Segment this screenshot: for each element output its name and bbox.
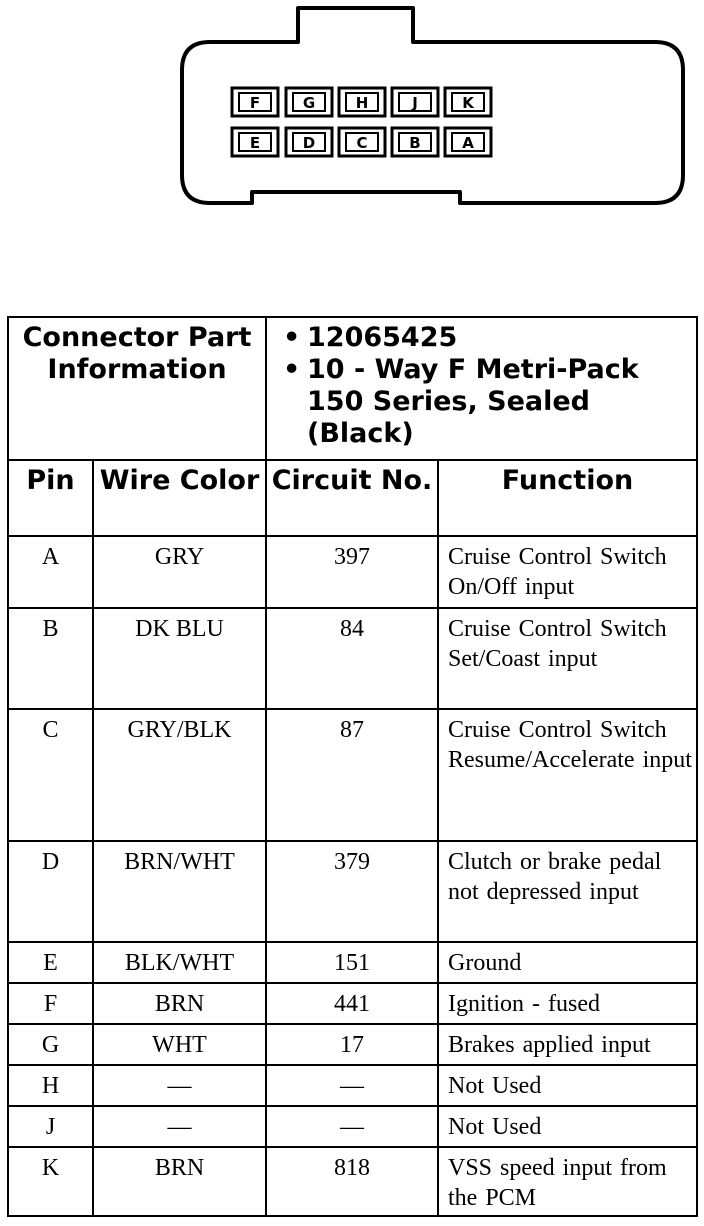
function-cell: Cruise Control Switch On/Off input [438, 536, 697, 608]
pin-cell: E [8, 942, 93, 983]
circuit-cell: 87 [266, 709, 438, 841]
connector-pin-label: G [302, 94, 316, 112]
pin-row-k [8, 1147, 697, 1216]
connector-pin-d [286, 128, 332, 156]
connector-pin-e [232, 128, 278, 156]
part-info-label: Connector Part Information [8, 317, 266, 460]
wire-color-cell: GRY [93, 536, 266, 608]
col-header-function: Function [438, 460, 697, 536]
part-number: • 12065425 [307, 322, 690, 354]
col-header-circuit: Circuit No. [266, 460, 438, 536]
circuit-cell: 397 [266, 536, 438, 608]
wire-color-cell: WHT [93, 1024, 266, 1065]
pin-cell: D [8, 841, 93, 942]
wire-color-cell: DK BLU [93, 608, 266, 709]
connector-pin-j [392, 88, 438, 116]
wire-color-cell: BRN/WHT [93, 841, 266, 942]
connector-pin-g [286, 88, 332, 116]
circuit-cell: 441 [266, 983, 438, 1024]
connector-pin-h [339, 88, 385, 116]
pin-row-c [8, 709, 697, 841]
pin-cell: G [8, 1024, 93, 1065]
pin-row-a [8, 536, 697, 608]
circuit-cell: 379 [266, 841, 438, 942]
pin-row-d [8, 841, 697, 942]
wire-color-cell: — [93, 1106, 266, 1147]
pin-row-g [8, 1024, 697, 1065]
function-cell: Not Used [438, 1106, 697, 1147]
connector-diagram [0, 0, 704, 300]
circuit-cell: 17 [266, 1024, 438, 1065]
connector-pin-label: B [409, 134, 421, 152]
circuit-cell: — [266, 1106, 438, 1147]
circuit-cell: 151 [266, 942, 438, 983]
connector-pin-label: F [249, 94, 261, 112]
function-cell: VSS speed input from the PCM [438, 1147, 697, 1216]
col-header-pin: Pin [8, 460, 93, 536]
connector-pin-label: C [356, 134, 368, 152]
function-cell: Cruise Control Switch Set/Coast input [438, 608, 697, 709]
pin-cell: B [8, 608, 93, 709]
circuit-cell: 818 [266, 1147, 438, 1216]
function-cell: Ignition - fused [438, 983, 697, 1024]
circuit-cell: 84 [266, 608, 438, 709]
part-type: • 10 - Way F Metri-Pack [307, 354, 690, 386]
pinout-table [7, 316, 698, 1217]
part-color: (Black) [307, 418, 414, 449]
pin-row-b [8, 608, 697, 709]
pin-row-f [8, 983, 697, 1024]
connector-pin-b [392, 128, 438, 156]
connector-pin-label: J [412, 94, 418, 112]
pin-cell: F [8, 983, 93, 1024]
pin-row-e [8, 942, 697, 983]
part-info-row [8, 317, 697, 460]
wire-color-cell: BLK/WHT [93, 942, 266, 983]
connector-pin-label: K [462, 94, 474, 112]
connector-pin-a [445, 128, 491, 156]
function-cell: Clutch or brake pedal not depressed input [438, 841, 697, 942]
wire-color-cell: GRY/BLK [93, 709, 266, 841]
pin-row-h [8, 1065, 697, 1106]
pin-row-j [8, 1106, 697, 1147]
col-header-wire-color: Wire Color [93, 460, 266, 536]
circuit-cell: — [266, 1065, 438, 1106]
function-cell: Not Used [438, 1065, 697, 1106]
wire-color-cell: — [93, 1065, 266, 1106]
wire-color-cell: BRN [93, 983, 266, 1024]
connector-pin-k [445, 88, 491, 116]
connector-pin-label: A [462, 134, 474, 152]
pin-cell: A [8, 536, 93, 608]
function-cell: Cruise Control Switch Resume/Accelerate input [438, 709, 697, 841]
pin-cell: K [8, 1147, 93, 1216]
connector-pin-label: E [249, 134, 261, 152]
wire-color-cell: BRN [93, 1147, 266, 1216]
part-info-details [266, 317, 697, 460]
column-header-row [8, 460, 697, 536]
pin-cell: J [8, 1106, 93, 1147]
function-cell: Brakes applied input [438, 1024, 697, 1065]
pin-cell: C [8, 709, 93, 841]
function-cell: Ground [438, 942, 697, 983]
connector-pin-f [232, 88, 278, 116]
part-series: 150 Series, Sealed [307, 386, 590, 417]
connector-pin-label: D [302, 134, 316, 152]
pin-cell: H [8, 1065, 93, 1106]
connector-pin-label: H [355, 94, 369, 112]
connector-pin-c [339, 128, 385, 156]
